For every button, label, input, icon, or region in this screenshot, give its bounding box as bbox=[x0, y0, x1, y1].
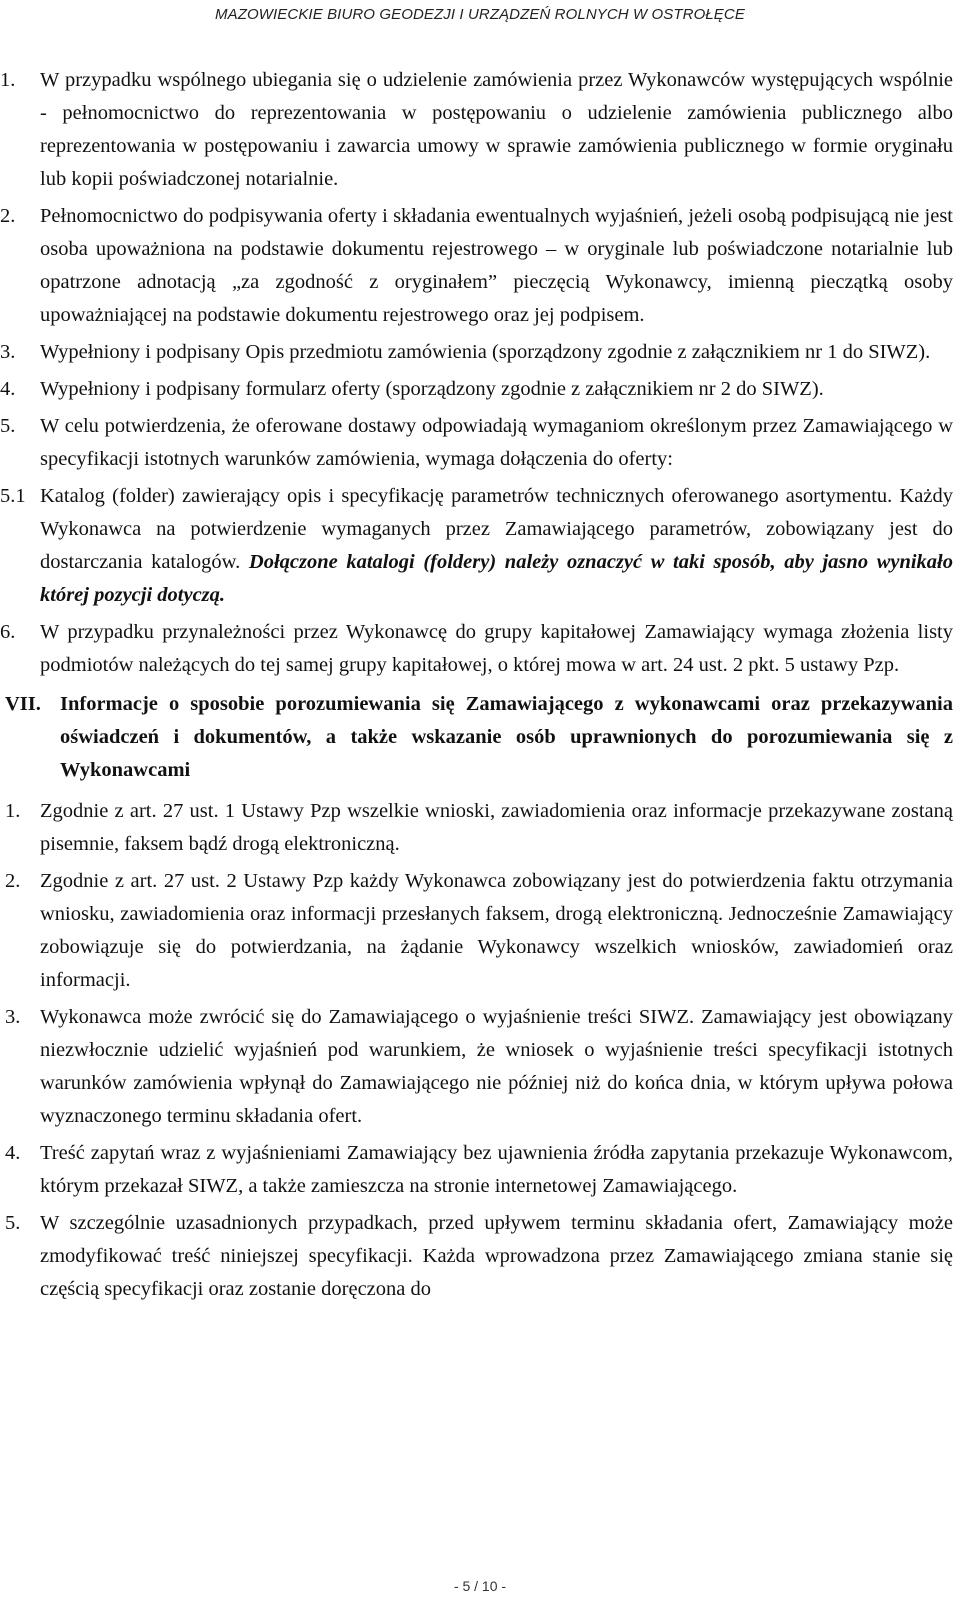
list-number: 4. bbox=[0, 378, 16, 400]
list-item bbox=[0, 795, 960, 861]
list-item bbox=[0, 865, 960, 997]
list-text: W celu potwierdzenia, że oferowane dostawy odpowiadają wymaganiom określonym przez Zamawiającego w specyfikacji istotnych warunków zamówienia, wymaga dołączenia do oferty: bbox=[40, 415, 953, 470]
list-text: W przypadku wspólnego ubiegania się o udzielenie zamówienia przez Wykonawców występujących wspólnie - pełnomocnictwo do reprezentowania w postępowaniu o udzielenie zamówienia publicznego albo reprezentowania w postępowaniu i zawarcia umowy w sprawie zamówienia publicznego w formie oryginału lub kopii poświadczonej notarialnie. bbox=[40, 69, 953, 190]
emphasis-text: Dołączone katalogi (foldery) należy oznaczyć w taki sposób, aby jasno wynikało której pozycji dotyczą. bbox=[40, 551, 954, 606]
list-number: 5.1 bbox=[0, 485, 26, 507]
list-number: 2. bbox=[0, 205, 16, 227]
list-number: 1. bbox=[5, 800, 21, 822]
list-item bbox=[0, 1137, 960, 1203]
list-number: 3. bbox=[0, 341, 16, 363]
list-item bbox=[0, 410, 960, 476]
list-text: Zgodnie z art. 27 ust. 1 Ustawy Pzp wszelkie wnioski, zawiadomienia oraz informacje przekazywane zostaną pisemnie, faksem bądź drogą elektroniczną. bbox=[40, 800, 953, 855]
list-number: 6. bbox=[0, 621, 16, 643]
list-item bbox=[0, 336, 960, 369]
page-number: - 5 / 10 - bbox=[453, 1578, 507, 1594]
list-number: 5. bbox=[0, 415, 16, 437]
list-number: 3. bbox=[5, 1006, 21, 1028]
section-heading bbox=[0, 688, 960, 787]
list-item bbox=[0, 1001, 960, 1133]
list-text: Treść zapytań wraz z wyjaśnieniami Zamawiający bez ujawnienia źródła zapytania przekazuje Wykonawcom, którym przekazał SIWZ, a także zamieszcza na stronie internetowej Zamawiającego. bbox=[40, 1142, 953, 1197]
document-body bbox=[0, 64, 960, 1310]
list-text: W szczególnie uzasadnionych przypadkach, przed upływem terminu składania ofert, Zamawiający może zmodyfikować treść niniejszej specyfikacji. Każda wprowadzona przez Zamawiającego zmiana stanie się częścią specyfikacji oraz zostanie doręczona do bbox=[40, 1212, 953, 1300]
list-number: 2. bbox=[5, 870, 21, 892]
section-title: Informacje o sposobie porozumiewania się Zamawiającego z wykonawcami oraz przekazywania oświadczeń i dokumentów, a także wskazanie osób uprawnionych do porozumiewania się z Wykonawcami bbox=[60, 693, 953, 781]
list-item bbox=[0, 373, 960, 406]
list-text: W przypadku przynależności przez Wykonawcę do grupy kapitałowej Zamawiający wymaga złożenia listy podmiotów należących do tej samej grupy kapitałowej, o której mowa w art. 24 ust. 2 pkt. 5 ustawy Pzp. bbox=[40, 621, 953, 676]
list-text: Wypełniony i podpisany Opis przedmiotu zamówienia (sporządzony zgodnie z załącznikiem nr 1 do SIWZ). bbox=[40, 341, 931, 363]
list-item bbox=[0, 64, 960, 196]
list-item bbox=[0, 1207, 960, 1306]
list-text: Wypełniony i podpisany formularz oferty (sporządzony zgodnie z załącznikiem nr 2 do SIWZ). bbox=[40, 378, 824, 400]
list-item bbox=[0, 616, 960, 682]
list-item bbox=[0, 480, 960, 612]
list-number: 4. bbox=[5, 1142, 21, 1164]
list-text: Wykonawca może zwrócić się do Zamawiającego o wyjaśnienie treści SIWZ. Zamawiający jest obowiązany niezwłocznie udzielić wyjaśnień pod warunkiem, że wniosek o wyjaśnienie treści specyfikacji istotnych warunków zamówienia wpłynął do Zamawiającego nie później niż do końca dnia, w którym upływa połowa wyznaczonego terminu składania ofert. bbox=[40, 1006, 953, 1127]
list-number: 1. bbox=[0, 69, 16, 91]
page-header: MAZOWIECKIE BIURO GEODEZJI I URZĄDZEŃ ROLNYCH W OSTROŁĘCE bbox=[215, 6, 745, 23]
list-item bbox=[0, 200, 960, 332]
list-number: 5. bbox=[5, 1212, 21, 1234]
list-text: Pełnomocnictwo do podpisywania oferty i składania ewentualnych wyjaśnień, jeżeli osobą podpisującą nie jest osoba upoważniona na podstawie dokumentu rejestrowego – w oryginale lub poświadczone notarialnie lub opatrzone adnotacją „za zgodność z oryginałem” pieczęcią Wykonawcy, imienną pieczątką osoby upoważniającej na podstawie dokumentu rejestrowego oraz jej podpisem. bbox=[40, 205, 953, 326]
list-text: Zgodnie z art. 27 ust. 2 Ustawy Pzp każdy Wykonawca zobowiązany jest do potwierdzenia faktu otrzymania wniosku, zawiadomienia oraz informacji przesłanych faksem, drogą elektroniczną. Jednocześnie Zamawiający zobowiązuje się do potwierdzania, na żądanie Wykonawcy wszelkich wniosków, zawiadomień oraz informacji. bbox=[40, 870, 953, 991]
section-number: VII. bbox=[5, 693, 41, 715]
list-text: Katalog (folder) zawierający opis i specyfikację parametrów technicznych oferowanego asortymentu. Każdy Wykonawca na potwierdzenie wymaganych przez Zamawiającego parametrów, zobowiązany jest do dostarczania katalogów. bbox=[40, 485, 953, 573]
